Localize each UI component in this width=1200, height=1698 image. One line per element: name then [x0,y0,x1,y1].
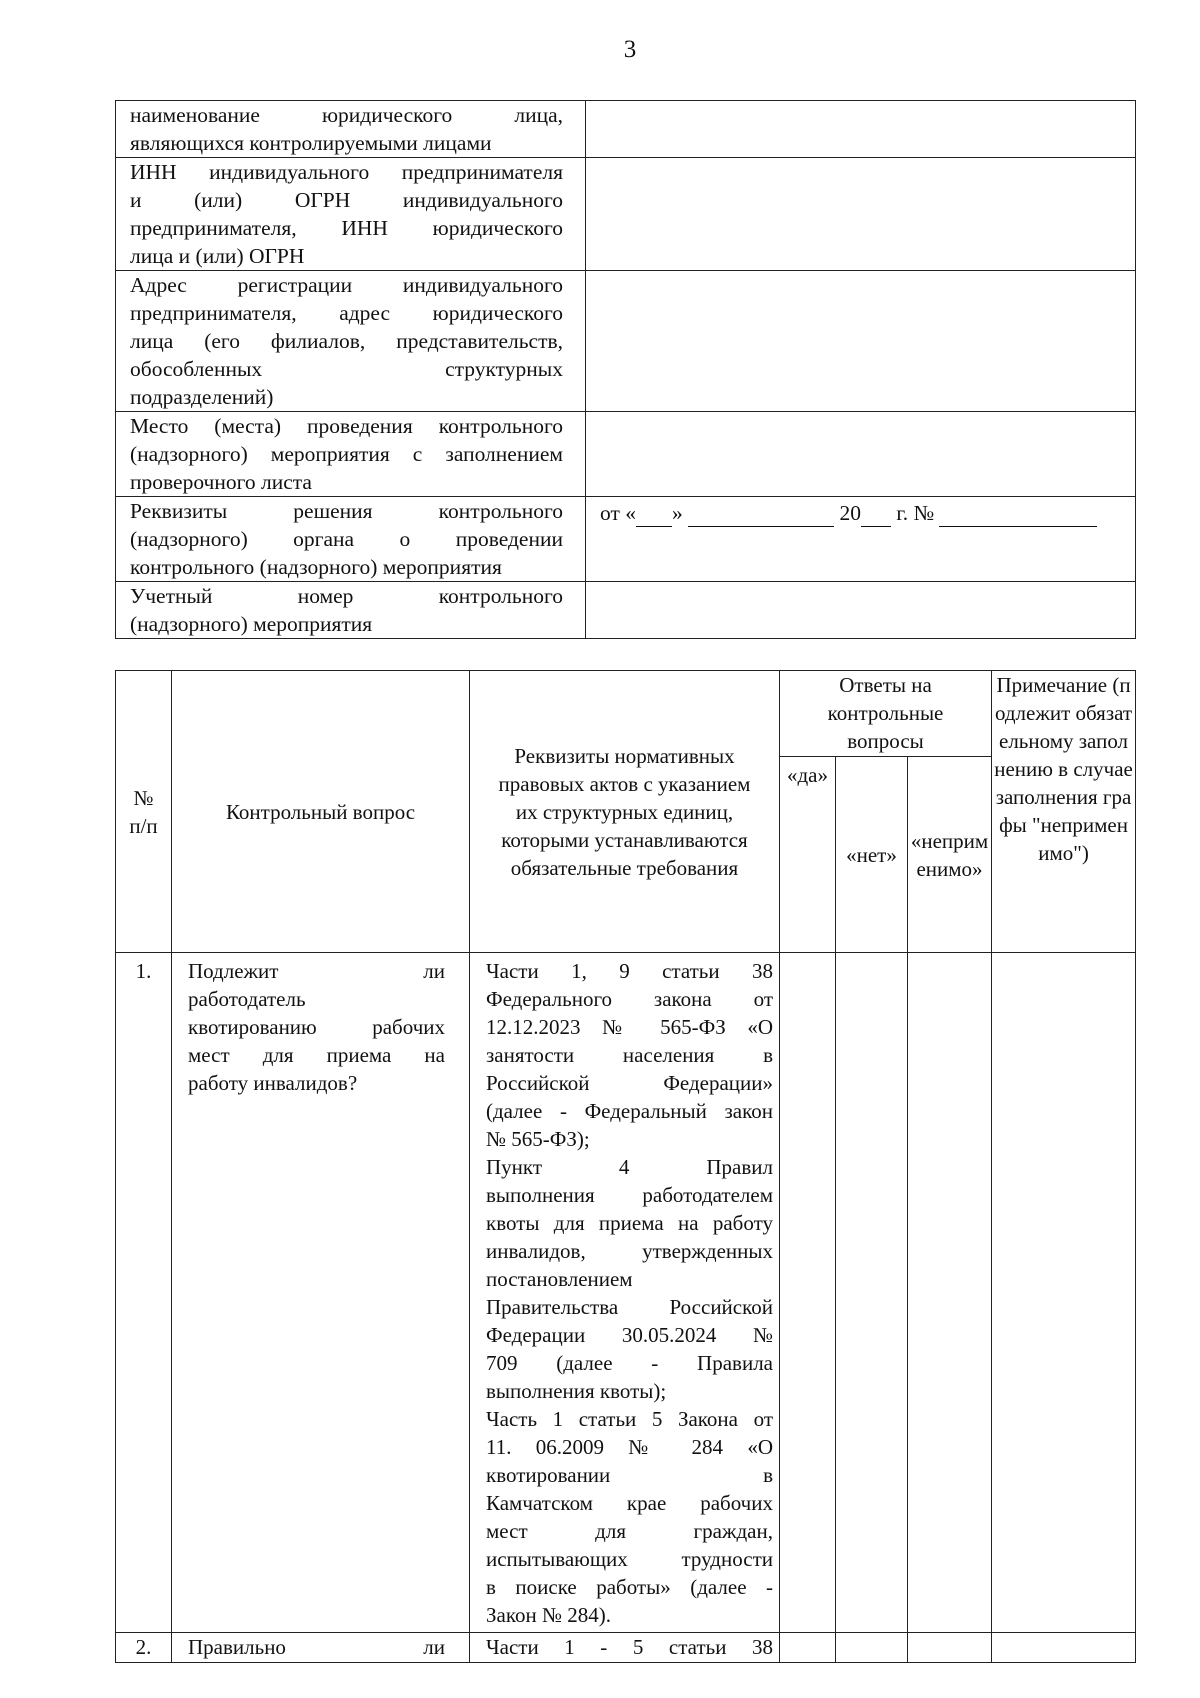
checklist-row-1 [116,953,1136,1633]
label-line: Реквизиты решения контрольного [130,499,563,523]
req-line: занятости населения в [486,1043,773,1067]
info-label [116,271,586,412]
label-line: проверочного листа [130,470,312,494]
req-line: квотировании в [486,1463,773,1487]
header-answers: Ответы на контрольные вопросы [780,671,992,757]
req-line: мест для граждан, [486,1519,773,1543]
row-requisites [470,953,780,1633]
req-line: в поиске работы» (далее - [486,1575,773,1599]
req-line: выполнения квоты); [486,1379,667,1403]
header-requisites: Реквизиты нормативных правовых актов с указанием их структурных единиц, которыми устанавливаются обязательные требования [470,671,780,953]
req-line: Части 1, 9 статьи 38 [486,959,773,983]
header-na: «неприменимо» [908,757,992,953]
info-value[interactable] [586,158,1136,271]
label-line: наименование юридического лица, [130,103,563,127]
decision-value [586,497,1136,582]
decision-quote-close: » [672,501,683,525]
label-line: (надзорного) мероприятия [130,612,373,636]
info-row-legal-name [116,101,1136,158]
header-note: Примечание (подлежит обязательному заполнению в случае заполнения графы "неприменимо") [992,671,1136,953]
req-line: Камчатском крае рабочих [486,1491,773,1515]
info-value[interactable] [586,582,1136,639]
info-table [115,100,1136,639]
info-label [116,101,586,158]
row-question [172,1633,470,1663]
req-line: № 565-ФЗ); [486,1127,590,1151]
decision-year-field[interactable] [861,504,891,527]
label-line: и (или) ОГРН индивидуального [130,188,563,212]
row-number: 2. [116,1633,172,1663]
info-value[interactable] [586,412,1136,497]
info-label [116,582,586,639]
info-row-place [116,412,1136,497]
info-label [116,158,586,271]
info-label [116,497,586,582]
req-line: 12.12.2023 № 565-ФЗ «О [486,1015,773,1039]
info-value[interactable] [586,271,1136,412]
decision-number-label: г. № [896,501,935,525]
answer-yes-cell[interactable] [780,953,836,1633]
answer-yes-cell[interactable] [780,1633,836,1663]
info-row-inn [116,158,1136,271]
req-line: (далее - Федеральный закон [486,1099,773,1123]
req-line: постановлением [486,1267,633,1291]
label-line: (надзорного) органа о проведении [130,527,563,551]
note-cell[interactable] [992,1633,1136,1663]
info-value[interactable] [586,101,1136,158]
checklist-row-2 [116,1633,1136,1663]
answer-na-cell[interactable] [908,1633,992,1663]
header-yes: «да» [780,757,836,953]
req-line: Закон № 284). [486,1603,611,1627]
decision-year-prefix: 20 [839,501,861,525]
req-line: Федерации 30.05.2024 № [486,1323,773,1347]
req-line: Часть 1 статьи 5 Закона от [486,1407,773,1431]
label-line: подразделений) [130,385,274,409]
decision-from-label: от « [600,501,636,525]
label-line: Учетный номер контрольного [130,584,563,608]
req-line: Российской Федерации» [486,1071,773,1095]
note-cell[interactable] [992,953,1136,1633]
label-line: обособленных структурных [130,357,563,381]
question-line: работодатель [188,987,306,1011]
info-row-decision [116,497,1136,582]
label-line: лица (его филиалов, представительств, [130,329,563,353]
req-line: Части 1 - 5 статьи 38 [486,1635,773,1659]
answer-no-cell[interactable] [836,1633,908,1663]
label-line: ИНН индивидуального предпринимателя [130,160,563,184]
answer-no-cell[interactable] [836,953,908,1633]
header-row-top [116,671,1136,757]
decision-number-field[interactable] [939,504,1097,527]
label-line: (надзорного) мероприятия с заполнением [130,442,563,466]
req-line: 709 (далее - Правила [486,1351,773,1375]
row-requisites [470,1633,780,1663]
header-num: № п/п [116,671,172,953]
req-line: 11. 06.2009 № 284 «О [486,1435,773,1459]
label-line: Адрес регистрации индивидуального [130,273,563,297]
question-line: Подлежит ли [188,959,445,983]
req-line: испытывающих трудности [486,1547,773,1571]
checklist-table [115,670,1136,1663]
question-line: Правильно ли [188,1635,445,1659]
label-line: контрольного (надзорного) мероприятия [130,555,502,579]
req-line: Пункт 4 Правил [486,1155,773,1179]
question-line: квотированию рабочих [188,1015,445,1039]
info-row-account-number [116,582,1136,639]
label-line: предпринимателя, ИНН юридического [130,216,563,240]
row-number: 1. [116,953,172,1633]
label-line: предпринимателя, адрес юридического [130,301,563,325]
header-no: «нет» [836,757,908,953]
decision-month-field[interactable] [688,504,834,527]
row-question [172,953,470,1633]
label-line: являющихся контролируемыми лицами [130,131,492,155]
page-number: 3 [623,36,637,63]
info-row-address [116,271,1136,412]
req-line: квоты для приема на работу [486,1211,773,1235]
decision-day-field[interactable] [636,504,672,527]
question-line: работу инвалидов? [188,1071,358,1095]
label-line: лица и (или) ОГРН [130,244,305,268]
header-question: Контрольный вопрос [172,671,470,953]
label-line: Место (места) проведения контрольного [130,414,563,438]
req-line: выполнения работодателем [486,1183,773,1207]
answer-na-cell[interactable] [908,953,992,1633]
req-line: Правительства Российской [486,1295,773,1319]
info-label [116,412,586,497]
req-line: Федерального закона от [486,987,773,1011]
req-line: инвалидов, утвержденных [486,1239,773,1263]
question-line: мест для приема на [188,1043,445,1067]
